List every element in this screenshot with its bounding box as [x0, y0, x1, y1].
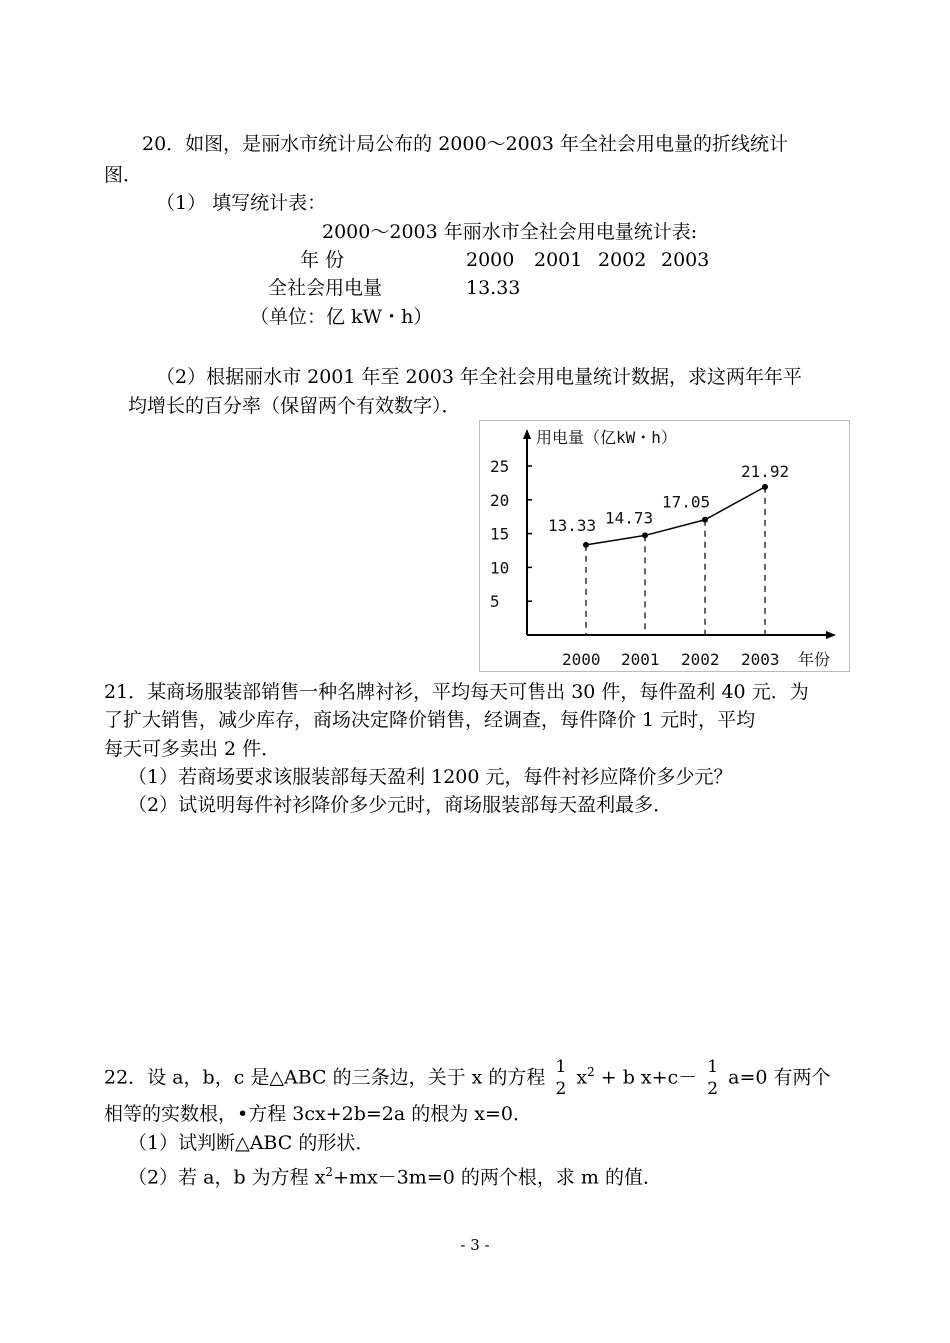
table-year-2002: 2002	[598, 249, 647, 271]
table-row2-value: 13.33	[466, 277, 521, 299]
q22-pre: 22．设 a，b，c 是△ABC 的三条边，关于 x 的方程	[104, 1066, 546, 1089]
y-tick-label: 5	[490, 592, 500, 612]
data-point	[702, 517, 708, 523]
x-axis-arrow	[826, 631, 836, 639]
fraction-numerator-2: 1	[707, 1057, 719, 1078]
data-point	[642, 532, 648, 538]
q20-line1: 20．如图，是丽水市统计局公布的 2000～2003 年全社会用电量的折线统计	[142, 133, 788, 155]
y-tick-label: 15	[490, 524, 510, 544]
q21-line2: 了扩大销售，减少库存，商场决定降价销售，经调查，每件降价 1 元时，平均	[104, 709, 756, 731]
data-label: 17.05	[662, 492, 711, 512]
y-tick-label: 20	[490, 490, 510, 510]
table-year-2003: 2003	[661, 249, 710, 271]
y-tick-label: 25	[490, 457, 510, 476]
fraction-numerator: 1	[555, 1057, 567, 1078]
q22-part2-post: +mx－3m=0 的两个根，求 m 的值．	[333, 1166, 662, 1189]
q22-x: x	[576, 1066, 588, 1089]
data-label: 21.92	[741, 461, 790, 481]
fraction-denominator: 2	[555, 1079, 567, 1100]
x-tick-label: 2000	[562, 650, 601, 669]
table-unit: （单位：亿 kW・h）	[250, 306, 433, 328]
q21-line1: 21．某商场服装部销售一种名牌衬衫，平均每天可售出 30 件，每件盈利 40 元．为	[104, 681, 809, 703]
q22-part1: （1）试判断△ABC 的形状．	[128, 1132, 375, 1154]
fraction-denominator-2: 2	[707, 1079, 719, 1100]
table-row2-label: 全社会用电量	[268, 277, 383, 299]
q22-part2-pre: （2）若 a，b 为方程 x	[128, 1166, 326, 1189]
q22-square: 2	[587, 1065, 595, 1079]
q21-part1: （1）若商场要求该服装部每天盈利 1200 元，每件衬衫应降价多少元？	[128, 766, 733, 788]
chart-x-axis-label: 年份	[798, 650, 831, 669]
q22-part2	[128, 1159, 662, 1190]
q22-post: a=0 有两个	[728, 1066, 831, 1089]
y-axis-arrow	[523, 429, 531, 439]
q20-part1: （1） 填写统计表：	[156, 192, 327, 214]
y-tick-label: 10	[490, 558, 510, 578]
page-number: - 3 -	[460, 1236, 490, 1254]
table-year-2000: 2000	[466, 249, 515, 271]
q21-part2: （2）试说明每件衬衫降价多少元时，商场服装部每天盈利最多．	[128, 794, 673, 816]
q22-mid: + b x+c－	[600, 1066, 698, 1089]
q22-line1	[104, 1049, 831, 1100]
table-year-2001: 2001	[534, 249, 583, 271]
q20-part2-line1: （2）根据丽水市 2001 年至 2003 年全社会用电量统计数据，求这两年年平	[156, 366, 802, 388]
fraction-half-2	[707, 1056, 718, 1100]
table-title: 2000～2003 年丽水市全社会用电量统计表:	[322, 221, 698, 243]
x-tick-label: 2001	[621, 650, 660, 669]
chart-y-axis-label: 用电量（亿kW・h）	[536, 428, 677, 447]
data-label: 14.73	[605, 508, 654, 528]
q22-part2-square: 2	[325, 1165, 334, 1179]
chart-svg	[480, 421, 849, 671]
q21-line3: 每天可多卖出 2 件．	[104, 738, 281, 760]
x-tick-label: 2002	[681, 650, 720, 669]
q22-line2: 相等的实数根，•方程 3cx+2b=2a 的根为 x=0．	[104, 1103, 533, 1125]
q20-line2: 图．	[104, 164, 143, 186]
x-tick-label: 2003	[741, 650, 780, 669]
table-row1-label: 年 份	[300, 249, 345, 271]
q20-part2-line2: 均增长的百分率（保留两个有效数字）．	[128, 395, 461, 417]
electricity-line-chart	[479, 420, 850, 672]
chart-marks	[548, 462, 789, 635]
fraction-half	[555, 1056, 566, 1100]
data-point	[583, 542, 589, 548]
data-point	[762, 484, 768, 490]
data-label: 13.33	[548, 515, 597, 535]
